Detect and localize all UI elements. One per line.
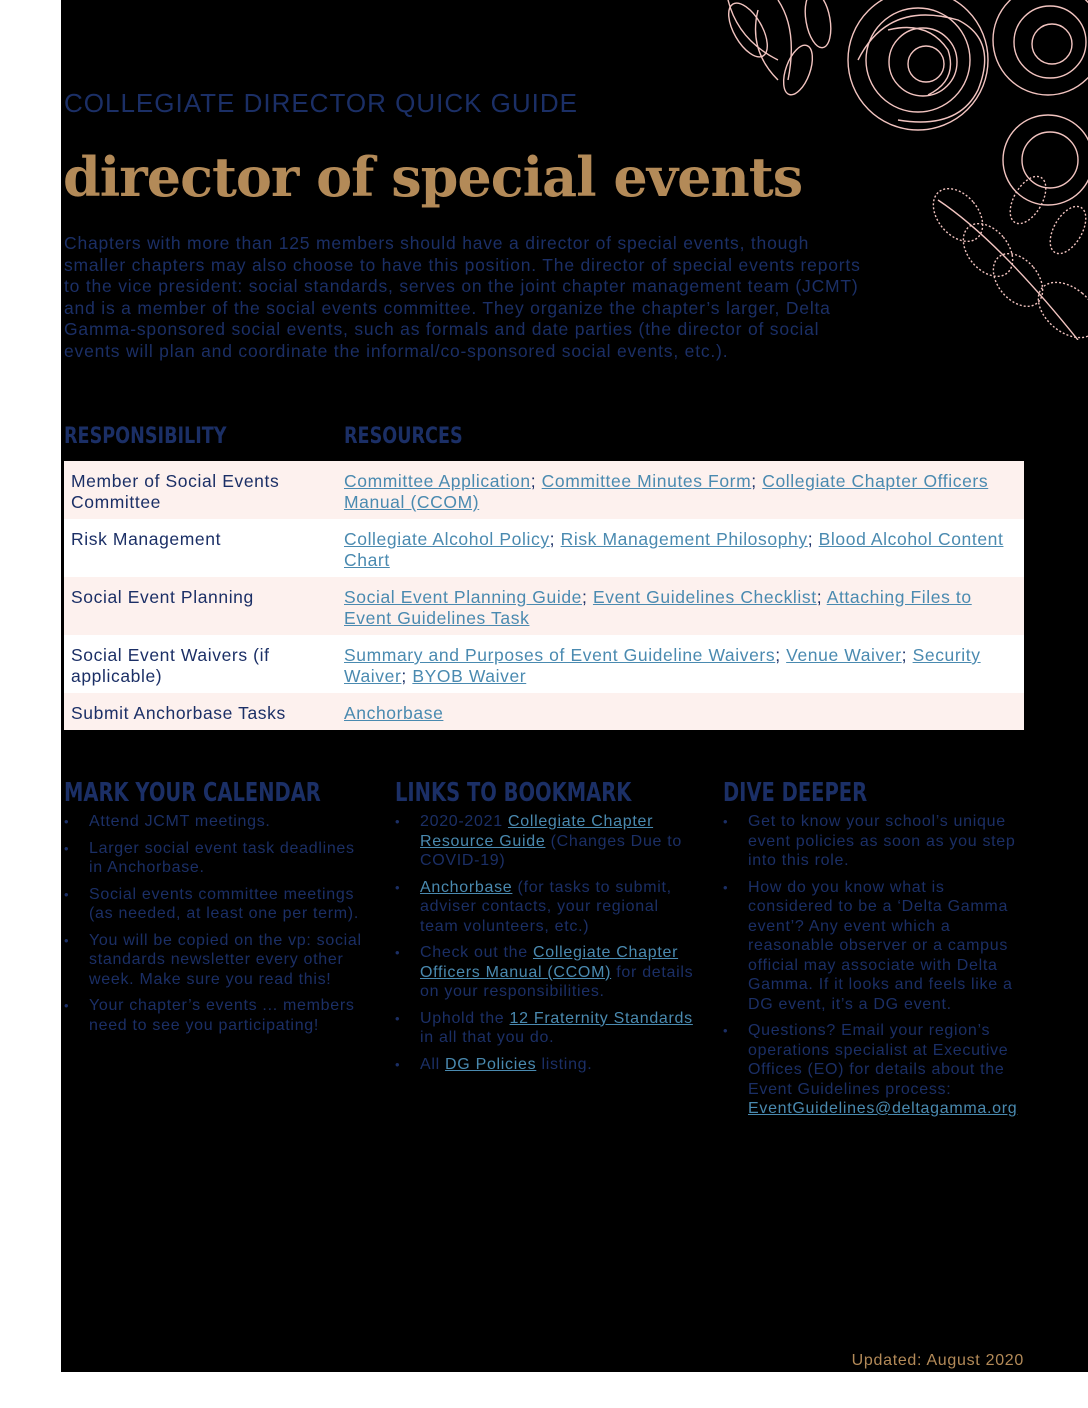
deeper-list xyxy=(723,812,1023,1126)
resources-cell xyxy=(344,645,1024,687)
item-text: Check out the xyxy=(420,944,533,961)
table-row xyxy=(64,519,1024,577)
page-margin xyxy=(0,0,61,1408)
item-text: listing. xyxy=(536,1055,593,1073)
list-item xyxy=(723,1021,1023,1119)
item-text: All xyxy=(420,1055,446,1073)
bookmark-link[interactable]: Collegiate Chapter Resource Guide xyxy=(420,813,654,850)
resources-header: RESOURCES xyxy=(344,424,463,449)
resources-cell xyxy=(344,703,1024,724)
item-text: in all that you do. xyxy=(420,1029,555,1046)
bookmark-link[interactable]: EventGuidelines@deltagamma.org xyxy=(748,1100,1018,1117)
list-item: • You will be copied on the vp: social standards newsletter every other week. Make sure you read this! xyxy=(64,931,364,990)
resource-link[interactable]: Anchorbase xyxy=(344,703,444,723)
list-item xyxy=(395,878,695,937)
resource-link[interactable]: BYOB Waiver xyxy=(412,666,527,686)
responsibility-cell: Member of Social Events Committee xyxy=(71,471,280,512)
item-text: for details on your responsibilities. xyxy=(420,963,694,1000)
responsibility-table xyxy=(64,461,1024,730)
list-item: • Attend JCMT meetings. xyxy=(64,812,364,832)
separator: ; xyxy=(582,587,593,607)
intro-paragraph: Chapters with more than 125 members should have a director of special events, though smaller chapters may also choose to have this position. The director of special events reports to the vice president: social standards, serves on the joint chapter management team (JCMT) and is a member of the social events committee. They organize the chapter’s larger, Delta Gamma-sponsored social events, such as formals and date parties (the director of social events will plan and coordinate the informal/co-sponsored social events, etc.). xyxy=(64,233,861,361)
item-text: Get to know your school’s unique event policies as soon as you step into this role. xyxy=(748,813,1016,869)
resource-link[interactable]: Committee Minutes Form xyxy=(541,471,752,491)
links-heading: LINKS TO BOOKMARK xyxy=(395,778,632,808)
resource-link[interactable]: Blood Alcohol Content Chart xyxy=(344,529,1004,570)
table-row xyxy=(64,577,1024,635)
separator: ; xyxy=(901,645,913,665)
table-row xyxy=(64,461,1024,519)
item-text: Uphold the xyxy=(420,1009,510,1027)
list-item xyxy=(395,943,695,1002)
separator: ; xyxy=(549,529,561,549)
resource-link[interactable]: Collegiate Alcohol Policy xyxy=(344,529,550,549)
resource-link[interactable]: Security Waiver xyxy=(344,645,981,686)
guide-label: COLLEGIATE DIRECTOR QUICK GUIDE xyxy=(64,88,579,118)
list-item xyxy=(723,812,1023,871)
resource-link[interactable]: Risk Management Philosophy xyxy=(560,529,808,549)
bookmark-link[interactable]: 12 Fraternity Standards xyxy=(509,1009,693,1027)
item-text: How do you know what is considered to be a ‘Delta Gamma event’? Any event which a reasonable observer or a campus official may associate with Delta Gamma. If it looks and feels like a DG event, it’s a DG event. xyxy=(748,878,1013,1013)
calendar-heading: MARK YOUR CALENDAR xyxy=(64,778,321,808)
list-item: • Your chapter’s events ... members need to see you participating! xyxy=(64,996,364,1035)
resource-link[interactable]: Committee Application xyxy=(344,471,531,491)
resources-cell xyxy=(344,529,1024,571)
resource-link[interactable]: Event Guidelines Checklist xyxy=(592,587,817,607)
bookmark-link[interactable]: Anchorbase xyxy=(420,878,513,896)
updated-date: Updated: August 2020 xyxy=(851,1352,1024,1369)
resource-link[interactable]: Venue Waiver xyxy=(786,645,902,665)
bookmark-link[interactable]: DG Policies xyxy=(445,1055,537,1073)
item-text: Questions? Email your region’s operations specialist at Executive Offices (EO) for details about the Event Guidelines process: xyxy=(748,1022,1009,1098)
separator: ; xyxy=(401,666,413,686)
item-text: 2020-2021 xyxy=(420,813,508,830)
responsibility-cell: Social Event Waivers (if applicable) xyxy=(71,645,270,686)
list-item xyxy=(395,812,695,871)
resource-link[interactable]: Social Event Planning Guide xyxy=(344,587,583,607)
table-row xyxy=(64,693,1024,730)
calendar-list xyxy=(64,812,364,1042)
resource-link[interactable]: Summary and Purposes of Event Guideline Waivers xyxy=(344,645,776,665)
list-item xyxy=(395,1009,695,1048)
resource-link[interactable]: Attaching Files to Event Guidelines Task xyxy=(344,587,972,628)
resources-cell xyxy=(344,471,1024,513)
deeper-heading: DIVE DEEPER xyxy=(723,778,868,808)
list-item xyxy=(395,1055,695,1075)
table-row xyxy=(64,635,1024,693)
separator: ; xyxy=(775,645,787,665)
list-item xyxy=(723,878,1023,1015)
document-page xyxy=(61,0,1088,1372)
separator: ; xyxy=(816,587,827,607)
responsibility-cell: Social Event Planning xyxy=(71,587,254,607)
list-item: • Larger social event task deadlines in Anchorbase. xyxy=(64,839,364,878)
page-bottom-margin xyxy=(0,1372,1088,1408)
separator: ; xyxy=(807,529,819,549)
item-text: (for tasks to submit, adviser contacts, your regional team volunteers, etc.) xyxy=(420,878,672,935)
bookmark-link[interactable]: Collegiate Chapter Officers Manual (CCOM) xyxy=(420,944,679,981)
list-item: • Social events committee meetings (as needed, at least one per term). xyxy=(64,885,364,924)
separator: ; xyxy=(530,471,542,491)
responsibility-cell: Risk Management xyxy=(71,529,222,549)
separator: ; xyxy=(751,471,763,491)
responsibility-cell: Submit Anchorbase Tasks xyxy=(71,703,286,723)
responsibility-header: RESPONSIBILITY xyxy=(64,424,227,449)
page-title: director of special events xyxy=(63,145,803,209)
links-list xyxy=(395,812,695,1081)
resources-cell xyxy=(344,587,1024,629)
item-text: (Changes Due to COVID-19) xyxy=(420,832,683,869)
resource-link[interactable]: Collegiate Chapter Officers Manual (CCOM) xyxy=(344,471,989,512)
